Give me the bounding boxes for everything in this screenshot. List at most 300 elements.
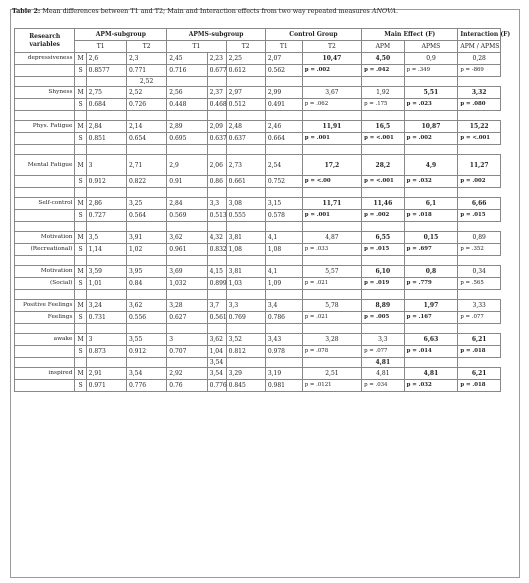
variable-name-cell: Shyness xyxy=(15,87,75,99)
empty-cell xyxy=(207,290,226,300)
apms-subgroup-header: APMS-subgroup xyxy=(167,29,266,41)
value-cell: 0.637 xyxy=(226,133,265,145)
value-cell: 3,25 xyxy=(126,198,166,210)
empty-cell xyxy=(265,222,302,232)
apm-header: APM xyxy=(362,41,405,53)
value-cell: 0.578 xyxy=(265,210,302,222)
value-cell: 0.769 xyxy=(226,312,265,324)
empty-cell xyxy=(226,358,265,368)
empty-cell xyxy=(265,188,302,198)
value-cell: 0.771 xyxy=(126,65,166,77)
statistic-cell: M xyxy=(75,121,86,133)
value-cell: 10,87 xyxy=(404,121,458,133)
value-cell: 2,45 xyxy=(167,53,207,65)
p-value-cell: p = .042 xyxy=(362,65,405,77)
value-cell: 3,24 xyxy=(86,300,126,312)
empty-cell xyxy=(265,358,302,368)
statistic-cell: M xyxy=(75,155,86,176)
p-value-cell: p = .565 xyxy=(458,278,501,290)
value-cell: 0.627 xyxy=(167,312,207,324)
empty-cell xyxy=(362,290,405,300)
value-cell: 0.468 xyxy=(207,99,226,111)
value-cell: 2,97 xyxy=(226,87,265,99)
value-cell: 2,25 xyxy=(226,53,265,65)
value-cell: 0.561 xyxy=(207,312,226,324)
value-cell: 3,3 xyxy=(362,334,405,346)
value-cell: 3,81 xyxy=(226,266,265,278)
empty-cell xyxy=(265,324,302,334)
t1-header: T1 xyxy=(167,41,226,53)
value-cell: 3,15 xyxy=(265,198,302,210)
value-cell: 5,51 xyxy=(404,87,458,99)
table-row xyxy=(15,121,501,133)
p-value-cell: p = .697 xyxy=(404,244,458,256)
value-cell: 3,28 xyxy=(167,300,207,312)
value-cell: 2,3 xyxy=(126,53,166,65)
value-cell: 2,84 xyxy=(167,198,207,210)
table-row xyxy=(15,176,501,188)
variable-name-cell: (Social) xyxy=(15,278,75,290)
value-cell: 0.971 xyxy=(86,380,126,392)
empty-cell xyxy=(15,188,75,198)
value-cell: 0.912 xyxy=(126,346,166,358)
value-cell: 6,1 xyxy=(404,198,458,210)
table-row xyxy=(15,65,501,77)
value-cell: 0.8577 xyxy=(86,65,126,77)
empty-cell xyxy=(302,145,361,155)
table-row xyxy=(15,278,501,290)
table-row xyxy=(15,133,501,145)
empty-cell xyxy=(75,77,86,87)
empty-cell xyxy=(265,77,302,87)
statistic-cell: M xyxy=(75,87,86,99)
value-cell: 2,54 xyxy=(265,155,302,176)
value-cell: 0.91 xyxy=(167,176,207,188)
empty-cell xyxy=(362,324,405,334)
value-cell: 2,56 xyxy=(167,87,207,99)
value-cell: 1,08 xyxy=(226,244,265,256)
p-value-cell: p = .077 xyxy=(458,312,501,324)
value-cell: 15,22 xyxy=(458,121,501,133)
value-cell: 6,66 xyxy=(458,198,501,210)
empty-cell xyxy=(302,290,361,300)
variable-name-cell xyxy=(15,65,75,77)
table-row xyxy=(15,87,501,99)
empty-cell xyxy=(226,188,265,198)
value-cell: 0.448 xyxy=(167,99,207,111)
value-cell: 4,81 xyxy=(362,368,405,380)
value-cell: 4,9 xyxy=(404,155,458,176)
empty-cell xyxy=(126,290,166,300)
statistic-cell: M xyxy=(75,232,86,244)
value-cell: 3 xyxy=(86,155,126,176)
value-cell: 4,1 xyxy=(265,232,302,244)
t2-header: T2 xyxy=(226,41,265,53)
value-cell: 0.654 xyxy=(126,133,166,145)
empty-cell xyxy=(207,111,226,121)
value-cell: 0.86 xyxy=(207,176,226,188)
value-cell: 2,99 xyxy=(265,87,302,99)
value-cell: 4,32 xyxy=(207,232,226,244)
value-cell: 3,3 xyxy=(207,198,226,210)
p-value-cell: p = .001 xyxy=(302,133,361,145)
value-cell: 0.727 xyxy=(86,210,126,222)
empty-cell xyxy=(86,111,126,121)
empty-cell xyxy=(86,290,126,300)
apms-header: APMS xyxy=(404,41,458,53)
value-cell: 2,14 xyxy=(126,121,166,133)
value-cell: 3,54 xyxy=(126,368,166,380)
header-row-2 xyxy=(15,41,501,53)
empty-cell xyxy=(207,77,226,87)
empty-cell xyxy=(167,77,207,87)
value-cell: 6,21 xyxy=(458,334,501,346)
value-cell: 3,08 xyxy=(226,198,265,210)
statistic-cell: M xyxy=(75,266,86,278)
value-cell: 3,5 xyxy=(86,232,126,244)
empty-cell xyxy=(75,222,86,232)
value-cell: 1,032 xyxy=(167,278,207,290)
empty-cell xyxy=(167,111,207,121)
empty-cell xyxy=(362,222,405,232)
statistic-cell: M xyxy=(75,334,86,346)
value-cell: 3,62 xyxy=(167,232,207,244)
value-cell: 1,04 xyxy=(207,346,226,358)
p-value-cell: p = .002 xyxy=(362,210,405,222)
table-row xyxy=(15,232,501,244)
value-cell: 1,08 xyxy=(265,244,302,256)
empty-cell xyxy=(167,324,207,334)
p-value-cell: p = .077 xyxy=(362,346,405,358)
value-cell: 11,27 xyxy=(458,155,501,176)
value-cell: 3,32 xyxy=(458,87,501,99)
value-cell: 0.961 xyxy=(167,244,207,256)
value-cell: 3,52 xyxy=(226,334,265,346)
value-cell: 2,92 xyxy=(167,368,207,380)
empty-cell xyxy=(207,222,226,232)
spacer-row xyxy=(15,188,501,198)
empty-cell xyxy=(404,290,458,300)
empty-cell xyxy=(75,290,86,300)
empty-cell xyxy=(207,324,226,334)
value-cell: 0,15 xyxy=(404,232,458,244)
p-value-cell: p = .014 xyxy=(404,346,458,358)
caption-text: Mean differences between T1 and T2; Main and Interaction effects from two way repeated measures xyxy=(42,7,370,15)
extra-value-cell: 2,52 xyxy=(126,77,166,87)
statistic-cell: M xyxy=(75,368,86,380)
apm-header: APM xyxy=(460,43,475,50)
statistic-cell: S xyxy=(75,99,86,111)
empty-cell xyxy=(265,256,302,266)
p-value-cell: p = .018 xyxy=(404,210,458,222)
value-cell: 4,50 xyxy=(362,53,405,65)
empty-cell xyxy=(404,324,458,334)
value-cell: 1,09 xyxy=(265,278,302,290)
value-cell: 0.513 xyxy=(207,210,226,222)
p-value-cell: p = .015 xyxy=(362,244,405,256)
variable-name-cell: inspired xyxy=(15,368,75,380)
value-cell: 3,43 xyxy=(265,334,302,346)
value-cell: 0.776 xyxy=(126,380,166,392)
variable-name-cell: Motivation xyxy=(15,266,75,278)
p-value-cell: p = .001 xyxy=(302,210,361,222)
value-cell: 4,87 xyxy=(302,232,361,244)
empty-cell xyxy=(15,111,75,121)
spacer-row xyxy=(15,256,501,266)
statistic-cell: S xyxy=(75,210,86,222)
empty-cell xyxy=(362,111,405,121)
p-value-cell: p = .019 xyxy=(362,278,405,290)
t2-header: T2 xyxy=(302,41,361,53)
value-cell: 0.726 xyxy=(126,99,166,111)
value-cell: 10,47 xyxy=(302,53,361,65)
table-body xyxy=(15,53,501,392)
value-cell: 0.851 xyxy=(86,133,126,145)
value-cell: 28,2 xyxy=(362,155,405,176)
value-cell: 6,21 xyxy=(458,368,501,380)
p-value-cell: p = .062 xyxy=(302,99,361,111)
p-value-cell: p = .352 xyxy=(458,244,501,256)
value-cell: 2,75 xyxy=(86,87,126,99)
empty-cell xyxy=(226,290,265,300)
value-cell: 2,89 xyxy=(167,121,207,133)
p-value-cell: p = .005 xyxy=(362,312,405,324)
value-cell: 16,5 xyxy=(362,121,405,133)
apm-apms-header: APM / APMS xyxy=(458,41,501,53)
empty-cell xyxy=(86,145,126,155)
value-cell: 17,2 xyxy=(302,155,361,176)
p-value-cell: p = .018 xyxy=(458,346,501,358)
empty-cell xyxy=(126,222,166,232)
value-cell: 0.564 xyxy=(126,210,166,222)
value-cell: 3,95 xyxy=(126,266,166,278)
table-caption xyxy=(12,7,398,15)
value-cell: 0.716 xyxy=(167,65,207,77)
empty-cell xyxy=(15,145,75,155)
variable-name-cell: Phys. Fatigue xyxy=(15,121,75,133)
p-value-cell: p = .002 xyxy=(458,176,501,188)
p-value-cell: p = .034 xyxy=(362,380,405,392)
p-value-cell: p = .078 xyxy=(302,346,361,358)
table-row xyxy=(15,346,501,358)
table-row xyxy=(15,312,501,324)
p-value-cell: p = .002 xyxy=(302,65,361,77)
value-cell: 3,28 xyxy=(302,334,361,346)
empty-cell xyxy=(167,290,207,300)
value-cell: 3,81 xyxy=(226,232,265,244)
p-value-cell: p = .015 xyxy=(458,210,501,222)
value-cell: 0.664 xyxy=(265,133,302,145)
variable-name-cell xyxy=(15,176,75,188)
variable-name-cell xyxy=(15,380,75,392)
empty-cell xyxy=(75,188,86,198)
value-cell: 0,28 xyxy=(458,53,501,65)
table-row xyxy=(15,198,501,210)
value-cell: 0.637 xyxy=(207,133,226,145)
value-cell: 3,62 xyxy=(207,334,226,346)
statistic-cell: M xyxy=(75,300,86,312)
value-cell: 0.84 xyxy=(126,278,166,290)
statistic-cell: M xyxy=(75,53,86,65)
value-cell: 0.912 xyxy=(86,176,126,188)
value-cell: 3,4 xyxy=(265,300,302,312)
p-value-cell: p = <.001 xyxy=(362,133,405,145)
value-cell: 0.556 xyxy=(126,312,166,324)
value-cell: 2,37 xyxy=(207,87,226,99)
table-row xyxy=(15,266,501,278)
statistic-cell: S xyxy=(75,312,86,324)
p-value-cell: p = .032 xyxy=(404,176,458,188)
value-cell: 0.812 xyxy=(226,346,265,358)
value-cell: 1,92 xyxy=(362,87,405,99)
value-cell: 0.822 xyxy=(126,176,166,188)
table-row xyxy=(15,244,501,256)
empty-cell xyxy=(126,256,166,266)
t1-header: T1 xyxy=(75,41,126,53)
empty-cell xyxy=(404,256,458,266)
p-value-cell: p = .023 xyxy=(404,99,458,111)
spacer-row xyxy=(15,111,501,121)
value-cell: 0.569 xyxy=(167,210,207,222)
value-cell: 8,89 xyxy=(362,300,405,312)
empty-cell xyxy=(15,290,75,300)
value-cell: 1,01 xyxy=(86,278,126,290)
value-cell: 0.832 xyxy=(207,244,226,256)
empty-cell xyxy=(226,145,265,155)
p-value-cell: p = .018 xyxy=(458,380,501,392)
p-value-cell: p = .021 xyxy=(302,278,361,290)
value-cell: 3,33 xyxy=(458,300,501,312)
statistic-cell: S xyxy=(75,244,86,256)
p-value-cell: p = .167 xyxy=(404,312,458,324)
value-cell: 0.491 xyxy=(265,99,302,111)
empty-cell xyxy=(207,145,226,155)
empty-cell xyxy=(15,324,75,334)
statistic-cell: S xyxy=(75,346,86,358)
p-value-cell: p = <.00 xyxy=(302,176,361,188)
value-cell: 0.562 xyxy=(265,65,302,77)
empty-cell xyxy=(207,256,226,266)
value-cell: 3 xyxy=(167,334,207,346)
empty-cell xyxy=(167,188,207,198)
value-cell: 3 xyxy=(86,334,126,346)
variable-name-cell: awake xyxy=(15,334,75,346)
value-cell: 2,84 xyxy=(86,121,126,133)
value-cell: 3,67 xyxy=(302,87,361,99)
spacer-row xyxy=(15,324,501,334)
empty-cell xyxy=(265,290,302,300)
empty-cell xyxy=(86,77,126,87)
empty-cell xyxy=(404,145,458,155)
value-cell: 5,78 xyxy=(302,300,361,312)
empty-cell xyxy=(86,256,126,266)
value-cell: 3,59 xyxy=(86,266,126,278)
p-value-cell: p = .080 xyxy=(458,99,501,111)
value-cell: 4,1 xyxy=(265,266,302,278)
empty-cell xyxy=(15,222,75,232)
variable-name-cell: Feelings xyxy=(15,312,75,324)
empty-cell xyxy=(302,222,361,232)
empty-cell xyxy=(167,145,207,155)
value-cell: 0.677 xyxy=(207,65,226,77)
statistic-cell: S xyxy=(75,176,86,188)
table-row xyxy=(15,99,501,111)
caption-label: Table 2: xyxy=(12,7,41,15)
table-row xyxy=(15,53,501,65)
empty-cell xyxy=(362,188,405,198)
control-group-header: Control Group xyxy=(265,29,361,41)
empty-cell xyxy=(126,324,166,334)
value-cell: 3,3 xyxy=(226,300,265,312)
value-cell: 3,19 xyxy=(265,368,302,380)
value-cell: 3,54 xyxy=(207,368,226,380)
variable-name-cell xyxy=(15,99,75,111)
value-cell: 0.752 xyxy=(265,176,302,188)
value-cell: 4,81 xyxy=(404,368,458,380)
empty-cell xyxy=(15,358,75,368)
value-cell: 0.731 xyxy=(86,312,126,324)
empty-cell xyxy=(75,324,86,334)
spacer-row xyxy=(15,145,501,155)
empty-cell xyxy=(75,145,86,155)
empty-cell xyxy=(404,188,458,198)
empty-cell xyxy=(15,256,75,266)
value-cell: 2,6 xyxy=(86,53,126,65)
apms-header: APMS xyxy=(480,43,500,50)
extra-value-row xyxy=(15,358,501,368)
value-cell: 2,23 xyxy=(207,53,226,65)
value-cell: 2,91 xyxy=(86,368,126,380)
empty-cell xyxy=(302,111,361,121)
table-row xyxy=(15,155,501,176)
table-row xyxy=(15,380,501,392)
empty-cell xyxy=(362,77,405,87)
empty-cell xyxy=(226,77,265,87)
value-cell: 1,02 xyxy=(126,244,166,256)
statistic-cell: S xyxy=(75,65,86,77)
p-value-cell: p = .0121 xyxy=(302,380,361,392)
value-cell: 2,06 xyxy=(207,155,226,176)
table-row xyxy=(15,334,501,346)
value-cell: 4,15 xyxy=(207,266,226,278)
value-cell: 0.512 xyxy=(226,99,265,111)
empty-cell xyxy=(126,358,166,368)
empty-cell xyxy=(265,111,302,121)
statistic-cell: M xyxy=(75,198,86,210)
empty-cell xyxy=(75,256,86,266)
value-cell: 0.612 xyxy=(226,65,265,77)
value-cell: 3,29 xyxy=(226,368,265,380)
empty-cell xyxy=(126,145,166,155)
main-effect-header: Main Effect (F) xyxy=(362,29,458,41)
value-cell: 1,03 xyxy=(226,278,265,290)
value-cell: 0.981 xyxy=(265,380,302,392)
interaction-header: Interaction (F) xyxy=(458,29,501,41)
p-value-cell: p = .175 xyxy=(362,99,405,111)
variable-name-cell: Motivation xyxy=(15,232,75,244)
statistic-cell: S xyxy=(75,133,86,145)
value-cell: 1,97 xyxy=(404,300,458,312)
p-value-cell: p = .033 xyxy=(302,244,361,256)
empty-cell xyxy=(404,222,458,232)
value-cell: 0.978 xyxy=(265,346,302,358)
table-row xyxy=(15,300,501,312)
p-value-cell: p = .779 xyxy=(404,278,458,290)
variable-name-cell: Self-control xyxy=(15,198,75,210)
value-cell: 1,14 xyxy=(86,244,126,256)
statistic-cell: S xyxy=(75,278,86,290)
t1-header: T1 xyxy=(265,41,302,53)
